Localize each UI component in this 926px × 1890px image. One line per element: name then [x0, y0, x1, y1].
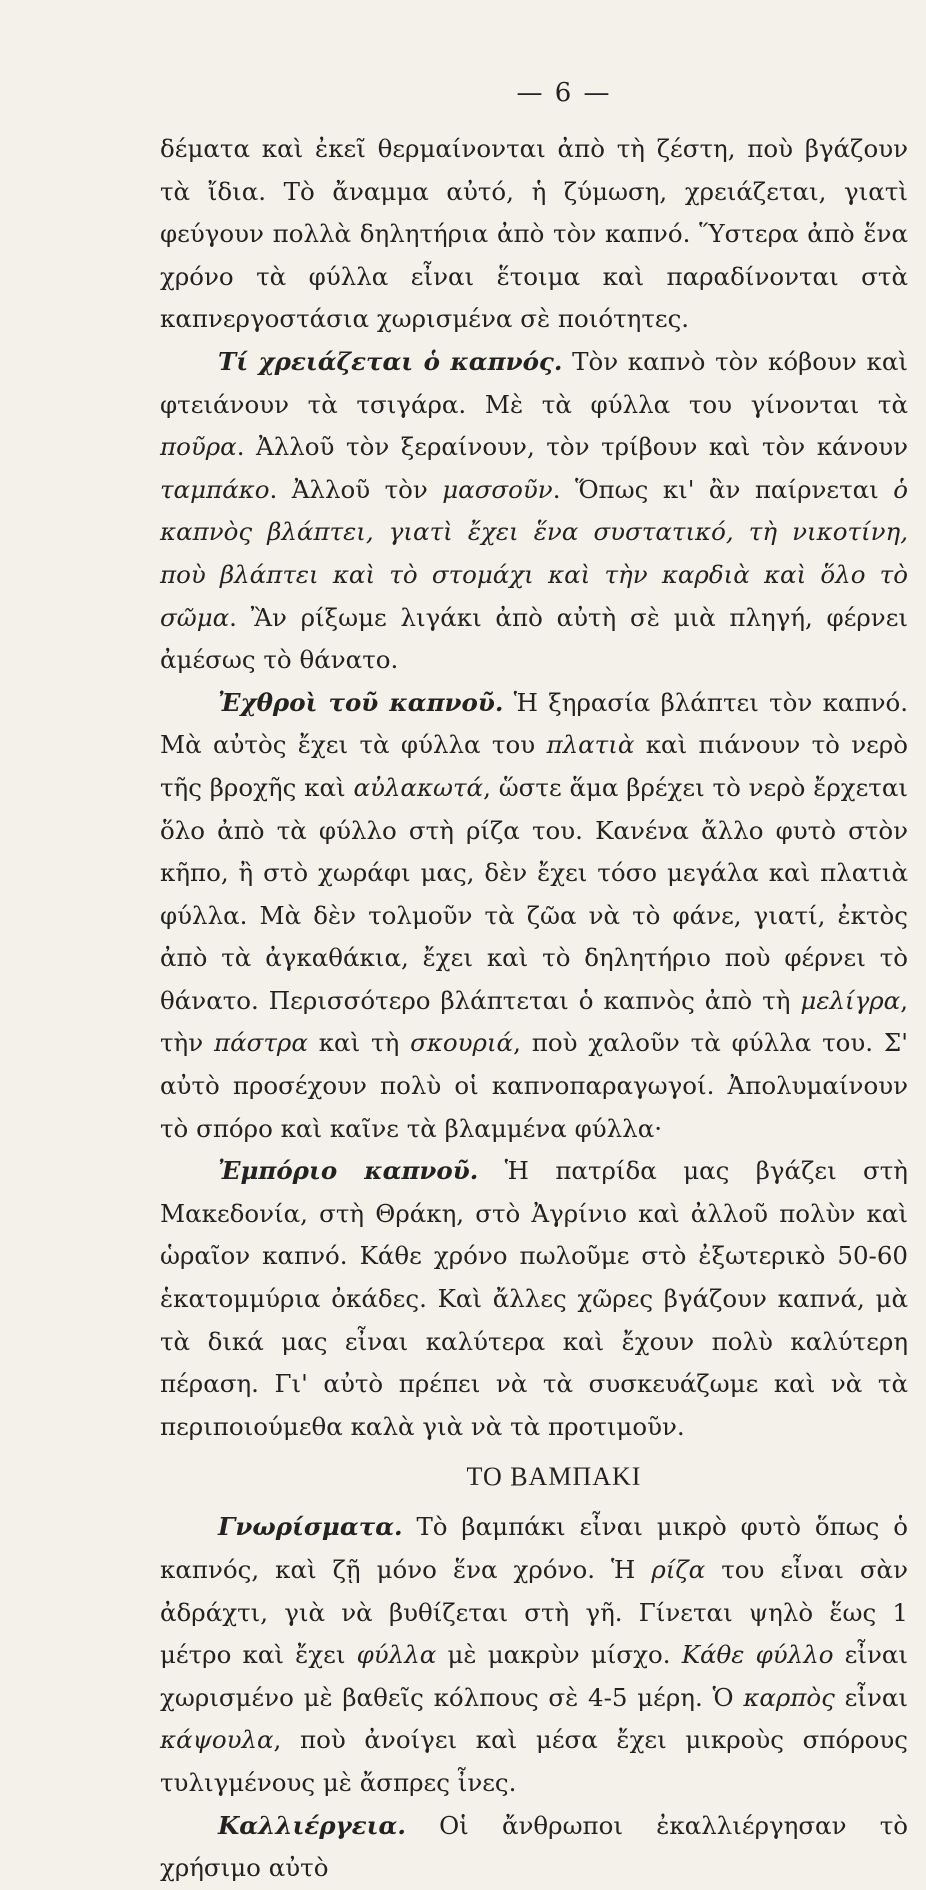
- text-run: εἶναι χωρισμένο μὲ βαθεῖς κόλπους σὲ 4-5 μέρη. Ὁ: [160, 1640, 908, 1712]
- emphasis-text: φύλλα: [356, 1640, 437, 1670]
- paragraph-cotton-features: [160, 1506, 908, 1804]
- emphasis-text: μελίγρα: [800, 985, 901, 1015]
- text-run: . Ἂν ρίξωμε λιγάκι ἀπὸ αὐτὴ σὲ μιὰ πληγή, φέρνει ἀμέσως τὸ θάνατο.: [160, 602, 908, 675]
- section-heading-tobacco-trade: Ἐμπόριο καπνοῦ.: [218, 1156, 479, 1186]
- text-run: , τὴν: [160, 985, 908, 1058]
- paragraph-text: δέματα καὶ ἐκεῖ θερμαίνονται ἀπὸ τὴ ζέστη, ποὺ βγάζουν τὰ ἴδια. Τὸ ἄναμμα αὐτό, ἡ ζύμωση, χρειάζεται, γιατὶ φεύγουν πολλὰ δηλητήρια ἀπὸ τὸν καπνό. Ὕστερα ἀπὸ ἕνα χρόνο τὰ φύλλα εἶναι ἕτοιμα καὶ παραδίνονται στὰ καπνεργοστάσια χωρισμένα σὲ ποιότητες.: [160, 134, 908, 334]
- text-run: , ποὺ ἀνοίγει καὶ μέσα ἔχει μικροὺς σπόρους τυλιγμένους μὲ ἄσπρες ἶνες.: [160, 1725, 908, 1797]
- section-heading-tobacco-uses: Τί χρειάζεται ὁ καπνός.: [218, 346, 563, 376]
- emphasis-text: καρπὸς: [743, 1682, 835, 1712]
- emphasis-text: κάψουλα: [160, 1725, 274, 1755]
- text-run: Τὸ βαμπάκι εἶναι μικρὸ φυτὸ ὅπως ὁ καπνός, καὶ ζῇ μόνο ἕνα χρόνο. Ἡ: [160, 1512, 908, 1584]
- emphasis-text: ταμπάκο: [160, 474, 270, 504]
- text-run: Ἡ πατρίδα μας βγάζει στὴ Μακεδονία, στὴ Θράκη, στὸ Ἀγρίνιο καὶ ἀλλοῦ πολὺν καὶ ὡραῖον καπνό. Κάθε χρόνο πωλοῦμε στὸ ἐξωτερικὸ 50-60 ἑκατομμύρια ὀκάδες. Καὶ ἄλλες χῶρες βγάζουν καπνά, μὰ τὰ δικά μας εἶναι καλύτερα καὶ ἔχουν πολὺ καλύτερη πέραση. Γι' αὐτὸ πρέπει νὰ τὰ συσκευάζωμε καὶ νὰ τὰ περιποιούμεθα καλὰ γιὰ νὰ τὰ προτιμοῦν.: [160, 1156, 908, 1441]
- text-run: Ἡ ξηρασία βλάπτει τὸν καπνό. Μὰ αὐτὸς ἔχει τὰ φύλλα του: [160, 687, 908, 760]
- text-run: Τὸν καπνὸ τὸν κόβουν καὶ φτειάνουν τὰ τσιγάρα. Μὲ τὰ φύλλα του γίνονται τὰ: [160, 346, 908, 419]
- text-run: , ποὺ χαλοῦν τὰ φύλλα του. Σ' αὐτὸ προσέχουν πολὺ οἱ καπνοπαραγωγοί. Ἀπολυμαίνουν τὸ σπόρο καὶ καῖνε τὰ βλαμμένα φύλλα·: [160, 1028, 908, 1143]
- page-number: — 6 —: [516, 78, 612, 108]
- section-heading-cotton-features: Γνωρίσματα.: [218, 1512, 403, 1542]
- text-run: καὶ τὴ: [307, 1028, 411, 1058]
- text-run: . Ὅπως κι' ἂν παίρνεται: [552, 474, 894, 504]
- text-run: . Ἀλλοῦ τὸν ξεραίνουν, τὸν τρίβουν καὶ τὸν κάνουν: [236, 432, 908, 462]
- section-heading-cotton-cultivation: Καλλιέργεια.: [218, 1810, 406, 1840]
- text-run: , ὥστε ἅμα βρέχει τὸ νερὸ ἔρχεται ὅλο ἀπὸ τὰ φύλλο στὴ ρίζα του. Κανένα ἄλλο φυτὸ στὸν κῆπο, ἢ στὸ χωράφι μας, δὲν ἔχει τόσο μεγάλα καὶ πλατιὰ φύλλα. Μὰ δὲν τολμοῦν τὰ ζῶα νὰ τὸ φάνε, γιατί, ἐκτὸς ἀπὸ τὰ ἀγκαθάκια, ἔχει καὶ τὸ δηλητήριο ποὺ φέρνει τὸ θάνατο. Περισσότερο βλάπτεται ὁ καπνὸς ἀπὸ τὴ: [160, 772, 908, 1015]
- paragraph-tobacco-enemies: [160, 682, 908, 1151]
- emphasis-text: μασσοῦν: [442, 474, 553, 504]
- section-heading-tobacco-enemies: Ἐχθροὶ τοῦ καπνοῦ.: [218, 687, 504, 717]
- paragraph-tobacco-trade: [160, 1150, 908, 1448]
- emphasis-text: αὐλακωτά: [353, 772, 484, 802]
- text-run: . Ἀλλοῦ τὸν: [269, 474, 443, 504]
- emphasis-text: σκουριά: [410, 1028, 514, 1058]
- emphasis-text: Κάθε φύλλο: [681, 1640, 834, 1670]
- text-run: του εἶναι σὰν ἀδράχτι, γιὰ νὰ βυθίζεται στὴ γῆ. Γίνεται ψηλὸ ἕως 1 μέτρο καὶ ἔχει: [160, 1555, 908, 1670]
- emphasis-text: πάστρα: [213, 1028, 308, 1058]
- emphasis-text: πλατιὰ: [546, 730, 635, 760]
- text-run: Οἱ ἄνθρωποι ἐκαλλιέργησαν τὸ χρήσιμο αὐτὸ: [160, 1810, 908, 1883]
- emphasis-text: ὁ καπνὸς βλάπτει, γιατὶ ἔχει ἕνα συστατικό, τὴ νικοτίνη, ποὺ βλάπτει καὶ τὸ στομάχι καὶ τὴν καρδιὰ καὶ ὅλο τὸ σῶμα: [160, 474, 908, 632]
- chapter-title: ΤΟ ΒΑΜΠΑΚΙ: [466, 1462, 642, 1492]
- paragraph-tobacco-uses: [160, 341, 908, 682]
- paragraph-continuation: [160, 128, 908, 341]
- emphasis-text: ρίζα: [651, 1555, 706, 1584]
- text-run: εἶναι: [834, 1682, 909, 1712]
- text-run: μὲ μακρὺν μίσχο.: [436, 1640, 682, 1670]
- paragraph-cotton-cultivation: [160, 1805, 908, 1890]
- emphasis-text: ποῦρα: [160, 432, 237, 462]
- text-run: καὶ πιάνουν τὸ νερὸ τῆς βροχῆς καὶ: [160, 730, 908, 802]
